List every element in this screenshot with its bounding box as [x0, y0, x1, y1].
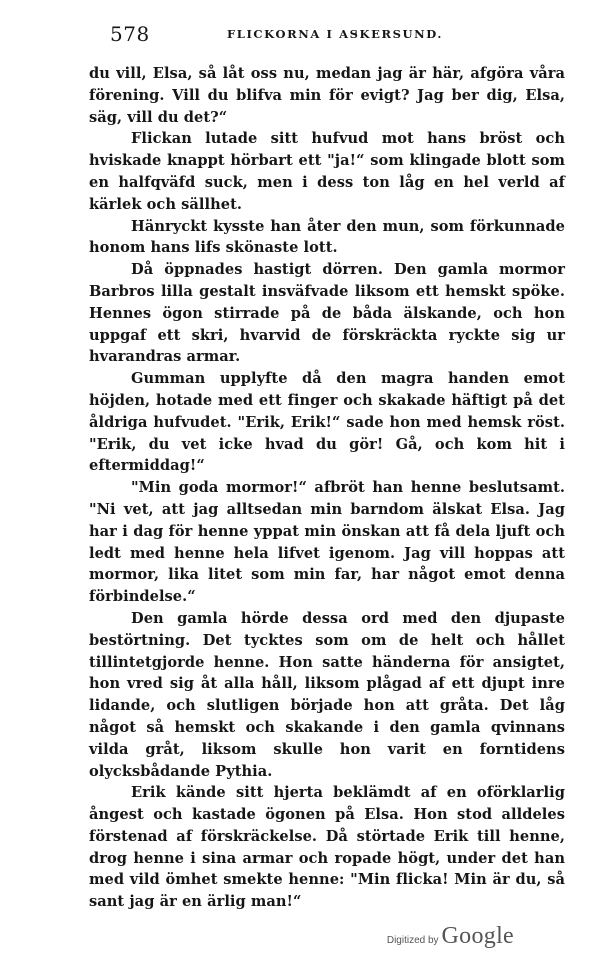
paragraph: "Min goda mormor!“ afbröt han henne beslutsamt. "Ni vet, att jag alltsedan min barndom älskat Elsa. Jag har i dag för henne yppat min önskan att få dela ljuft och ledt med henne hela lifvet igenom. Jag vill hoppas att mormor, lika litet som min far, har något emot denna förbindelse.“ [89, 479, 565, 606]
digitized-by-google-watermark [387, 923, 514, 950]
google-logo: Google [441, 923, 514, 949]
page-header [0, 22, 600, 50]
paragraph: Flickan lutade sitt hufvud mot hans bröst och hviskade knappt hörbart ett "ja!“ som klingade blott som en halfqväfd suck, men i dess ton låg en hel verld af kärlek och sällhet. [89, 130, 565, 213]
body-text [89, 63, 565, 913]
paragraph: Hänryckt kysste han åter den mun, som förkunnade honom hans lifs skönaste lott. [89, 217, 565, 257]
paragraph: Då öppnades hastigt dörren. Den gamla mormor Barbros lilla gestalt insväfvade liksom ett hemskt spöke. Hennes ögon stirrade på de båda älskande, och hon uppgaf ett skri, hvarvid de förskräckta ryckte sig ur hvarandras armar. [89, 261, 565, 366]
paragraph: Erik kände sitt hjerta beklämdt af en oförklarlig ångest och kastade ögonen på Elsa. Hon stod alldeles förstenad af förskräckelse. Då störtade Erik till henne, drog henne i sina armar och ropade högt, under det han med vild ömhet smekte henne: "Min flicka! Min är du, så sant jag är en ärlig man!“ [89, 784, 565, 911]
running-title: FLICKORNA I ASKERSUND. [227, 27, 444, 41]
paragraph: du vill, Elsa, så låt oss nu, medan jag är här, afgöra våra förening. Vill du blifva min för evigt? Jag ber dig, Elsa, säg, vill du det?“ [89, 65, 565, 126]
paragraph: Den gamla hörde dessa ord med den djupaste bestörtning. Det tycktes som om de helt och hållet tillintetgjorde henne. Hon satte händerna för ansigtet, hon vred sig åt alla håll, liksom plågad af ett djupt inre lidande, och slutligen började hon att gråta. Det låg något så hemskt och skakande i den gamla qvinnans vilda gråt, liksom skulle hon varit en forntidens olycksbådande Pythia. [89, 609, 565, 780]
watermark-prefix: Digitized by [386, 935, 439, 946]
page-number: 578 [110, 22, 150, 46]
paragraph: Gumman upplyfte då den magra handen emot höjden, hotade med ett finger och skakade häftigt på det åldriga hufvudet. "Erik, Erik!“ sade hon med hemsk röst. "Erik, du vet icke hvad du gör! Gå, och kom hit i eftermiddag!“ [89, 370, 565, 475]
